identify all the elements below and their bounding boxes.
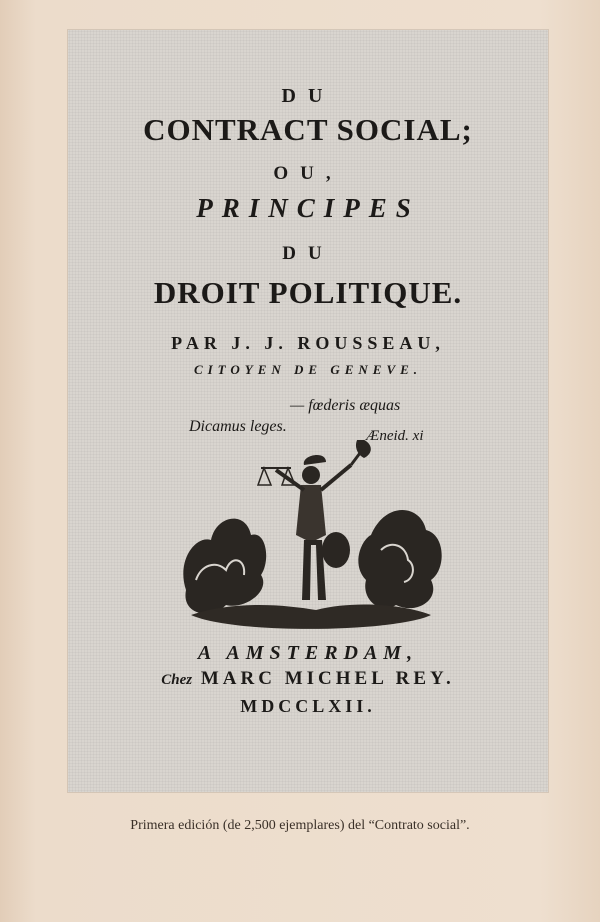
imprint-chez: Chez bbox=[161, 672, 193, 688]
title-droit-politique: DROIT POLITIQUE. bbox=[153, 275, 463, 310]
title-ou: OU, bbox=[273, 163, 343, 184]
citizen-line: CITOYEN DE GENEVE. bbox=[193, 362, 423, 377]
epigraph-quote: — fœderis æquas bbox=[290, 397, 401, 414]
justice-vignette-illustration bbox=[176, 440, 446, 640]
title-du: DU bbox=[281, 85, 335, 107]
author-line: PAR J. J. ROUSSEAU, bbox=[171, 333, 445, 353]
title-page-plate bbox=[68, 30, 548, 792]
imprint-place: A AMSTERDAM, bbox=[197, 642, 419, 664]
imprint-year: MDCCLXII. bbox=[240, 696, 376, 716]
epigraph-dicamus: Dicamus leges. bbox=[189, 418, 287, 435]
epigraph-source: Æneid. xi bbox=[366, 428, 424, 444]
imprint-publisher-line bbox=[68, 668, 548, 690]
title-du-2: DU bbox=[282, 243, 334, 264]
figure-caption: Primera edición (de 2,500 ejemplares) del “Contrato social”. bbox=[130, 818, 470, 833]
title-principes: PRINCIPES bbox=[196, 193, 420, 223]
title-contract-social: CONTRACT SOCIAL; bbox=[143, 112, 473, 147]
imprint-publisher: MARC MICHEL REY. bbox=[200, 668, 455, 689]
